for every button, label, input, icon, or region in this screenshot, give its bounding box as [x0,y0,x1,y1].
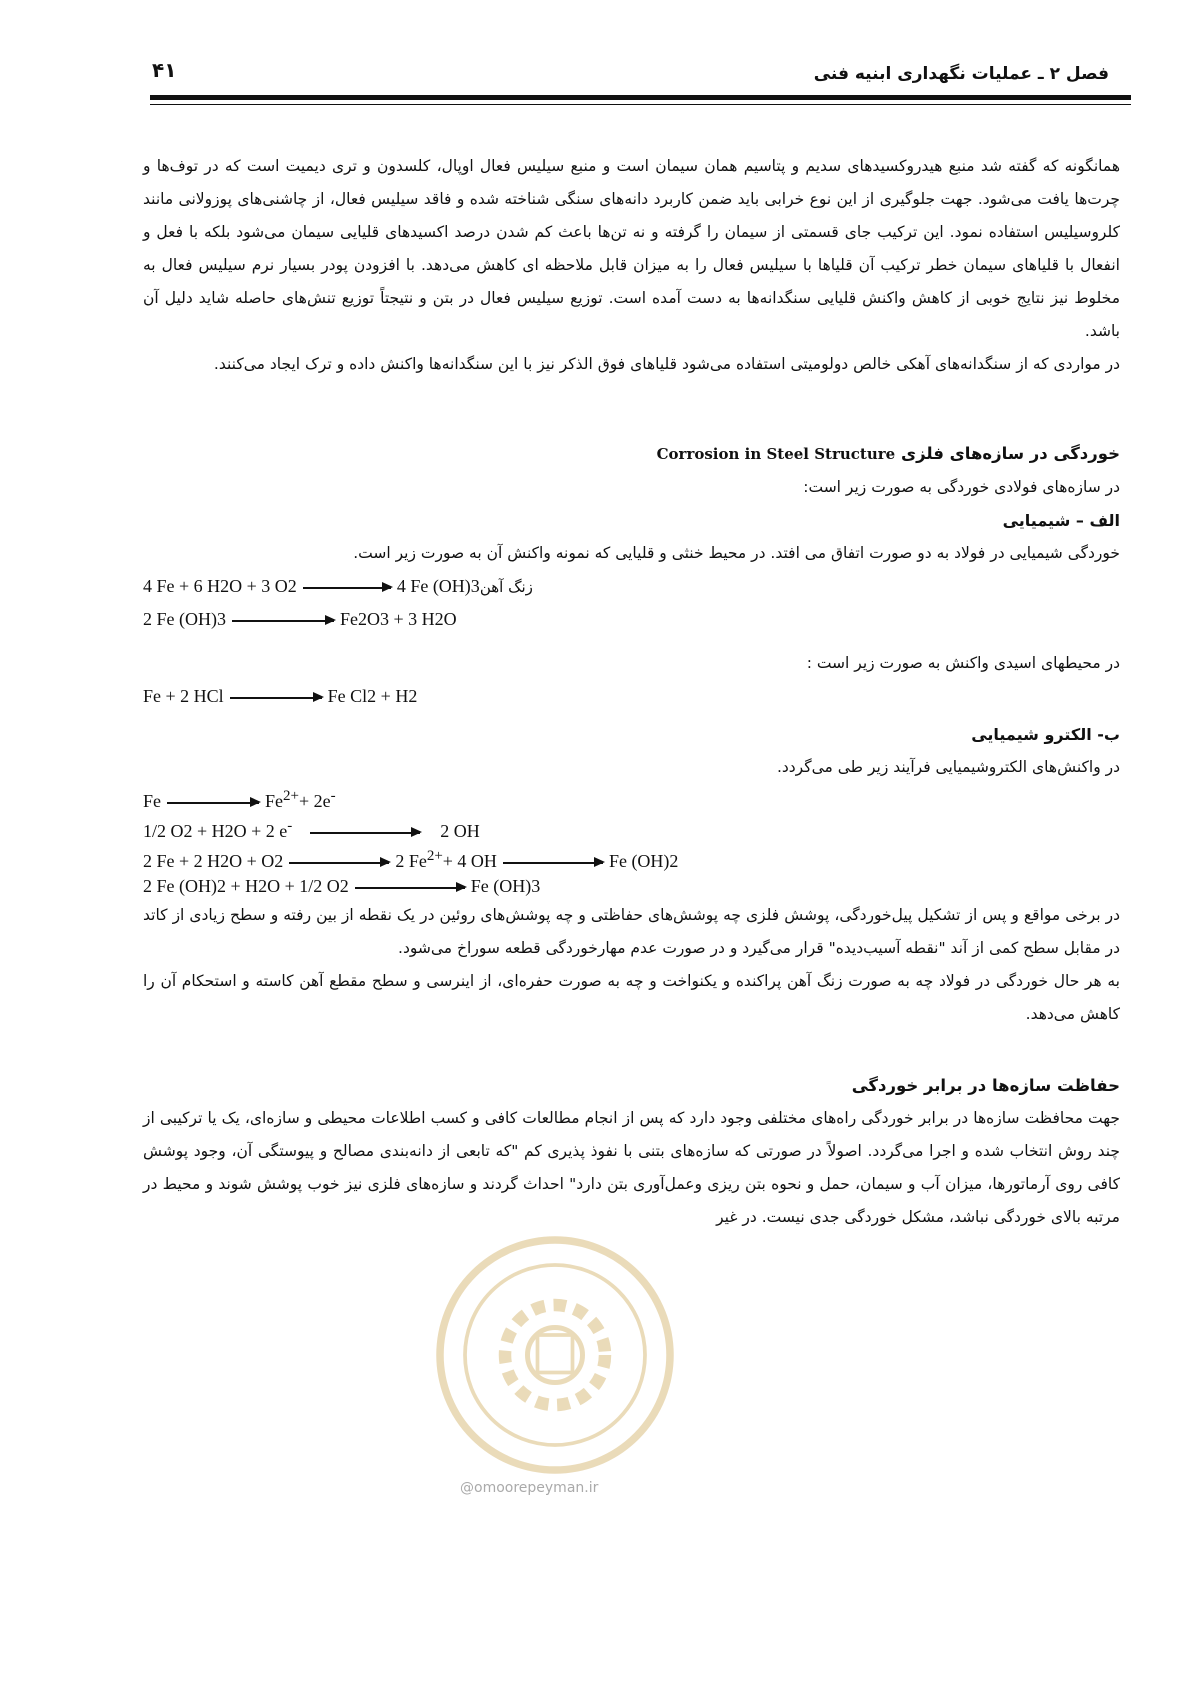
chemical-subheading: الف – شیمیایی [1002,511,1120,530]
eq3-products: Fe Cl2 + H2 [327,686,418,706]
r2-charge: - [287,818,293,834]
electro-subheading: ب- الکترو شیمیایی [971,725,1120,744]
acid-text: در محیطهای اسیدی واکنش به صورت زیر است : [806,654,1120,672]
reaction-arrow-icon [230,697,322,699]
r1-charge: 2+ [283,788,299,804]
reaction-arrow-icon [303,587,391,589]
intro-paragraph-2: در مواردی که از سنگدانه‌های آهکی خالص دولومیتی استفاده می‌شود قلیاهای فوق الذکر نیز با این سنگدانه‌ها واکنش داده و ترک ایجاد می‌کنند. [213,355,1120,373]
r1-electrons: + 2e [298,791,331,811]
protection-paragraph: جهت محافظت سازه‌ها در برابر خوردگی راه‌های مختلفی وجود دارد که پس از انجام مطالعات کافی و کسب اطلاعات محیطی و سازه‌ای، یک یا ترکیبی از چند روش انتخاب شده و اجرا می‌گردد. اصولاً در صورتی که سازه‌های بتنی با نفوذ پذیری کم "که تابعی از دانه‌بندی مصالح و پیوستگی آن، وجود پوشش کافی روی آرماتورها، میزان آب و سیمان، حمل و نحوه بتن ریزی وعمل‌آوری بتن دارد" احداث گردند و سازه‌های فلزی نیز خوب پوشش شوند و محیط در مرتبه بالای خوردگی نباشد، مشکل خوردگی جدی نیست. در غیر [143,1109,1120,1226]
r3-intermediate [395,848,497,871]
chapter-title: فصل ۲ ـ عملیات نگهداری ابنیه فنی [813,64,1109,84]
reaction-arrow-icon [289,862,389,864]
r2-left: 1/2 O2 + H2O + 2 e [143,821,288,841]
electro-text: در واکنش‌های الکتروشیمیایی فرآیند زیر طی می‌گردد. [776,758,1120,776]
electro-reaction-1 [143,784,1120,814]
equation-2 [143,603,1120,635]
reaction-arrow-icon [355,887,465,889]
r1-fe: Fe [265,791,283,811]
r3-fe: 2 Fe [395,851,427,871]
reaction-arrow-icon [232,620,334,622]
r3-charge: 2+ [426,848,443,864]
r4-products: Fe (OH)3 [470,876,541,896]
eq3-reactants: Fe + 2 HCl [143,686,224,706]
corrosion-paragraph-2: به هر حال خوردگی در فولاد چه به صورت زنگ آهن پراکنده و یکنواخت و چه به صورت حفره‌ای، از اینرسی و سطح مقطع آهن کاسته و استحکام آن را کاهش می‌دهد. [143,972,1120,1023]
header-rule-thick [150,95,1131,100]
eq2-products: Fe2O3 + 3 H2O [340,609,457,629]
page-body [143,150,1120,1234]
corrosion-heading-fa: خوردگی در سازه‌های فلزی [900,444,1120,463]
chemical-text: خوردگی شیمیایی در فولاد به دو صورت اتفاق می افتد. در محیط خنثی و قلیایی که نمونه واکنش آن به صورت زیر است. [353,544,1120,562]
electro-reaction-4 [143,874,1120,899]
corrosion-paragraph-1: در برخی مواقع و پس از تشکیل پیل‌خوردگی، پوشش فلزی چه پوشش‌های حفاظتی و چه پوشش‌های روئین در یک نقطه از بین رفته و سطح زیادی از کاتد در مقابل سطح کمی از آند "نقطه آسیب‌دیده" قرار می‌گیرد و در صورت عدم مهارخوردگی قطعه سوراخ می‌شود. [143,906,1120,957]
r1-reactants: Fe [143,791,161,811]
reaction-arrow-icon [167,802,259,804]
electro-reaction-3 [143,844,1120,874]
page-number: ۴۱ [152,58,177,82]
r2-reactants [143,818,293,841]
electro-reaction-2 [143,814,1120,844]
intro-paragraph-1: همانگونه که گفته شد منبع هیدروکسیدهای سدیم و پتاسیم همان سیمان است و منبع سیلیس فعال اوپال، کلسدون و تری دیمیت است که در توف‌ها و چرت‌ها یافت می‌شود. جهت جلوگیری از این نوع خرابی باید ضمن کاربرد دانه‌های سنگی شناخته شده و فاقد سیلیس فعال، از چاشنی‌های پوزولانی مانند کلروسیلیس استفاده نمود. این ترکیب جای قسمتی از سیمان را گرفته و نه تن‌ها باعث کم شدن درصد اکسیدهای قلیایی سیمان می‌شود بلکه با فعل و انفعال با قلیاهای سیمان خطر ترکیب آن قلیاها با سیلیس فعال را به میزان قابل ملاحظه ای کاهش می‌دهد. با افزودن پودر بسیار نرم سیلیس فعال به مخلوط نیز نتایج خوبی از کاهش واکنش قلیایی سنگدانه‌ها به دست آمده است. توزیع سیلیس فعال در بتن و نتیجتاً توزیع تنش‌های حاصله شاید دلیل آن باشد. [143,157,1120,340]
r2-products: 2 OH [440,821,480,841]
r4-reactants: 2 Fe (OH)2 + H2O + 1/2 O2 [143,876,349,896]
equation-1 [143,570,1120,603]
eq1-reactants: 4 Fe + 6 H2O + 3 O2 [143,576,297,596]
corrosion-intro: در سازه‌های فولادی خوردگی به صورت زیر است: [803,478,1120,496]
corrosion-heading-en: Corrosion in Steel Structure [656,445,896,463]
r1-products [265,788,336,811]
r3-reactants: 2 Fe + 2 H2O + O2 [143,851,284,871]
corrosion-heading [143,437,1120,471]
reaction-arrow-icon [310,832,420,834]
r3-oh: + 4 OH [442,851,497,871]
reaction-arrow-icon [503,862,603,864]
watermark-seal-icon [430,1230,680,1480]
protection-heading: حفاظت سازه‌ها در برابر خوردگی [851,1076,1120,1095]
r3-products: Fe (OH)2 [608,851,679,871]
eq1-note: زنگ آهن [479,578,533,596]
equation-3 [143,680,1120,712]
header-rule-thin [150,104,1131,105]
eq1-products: 4 Fe (OH)3 [396,576,480,596]
r1-electron-charge: - [330,788,336,804]
watermark-text: @omoorepeyman.ir [460,1480,599,1496]
eq2-reactants: 2 Fe (OH)3 [143,609,226,629]
